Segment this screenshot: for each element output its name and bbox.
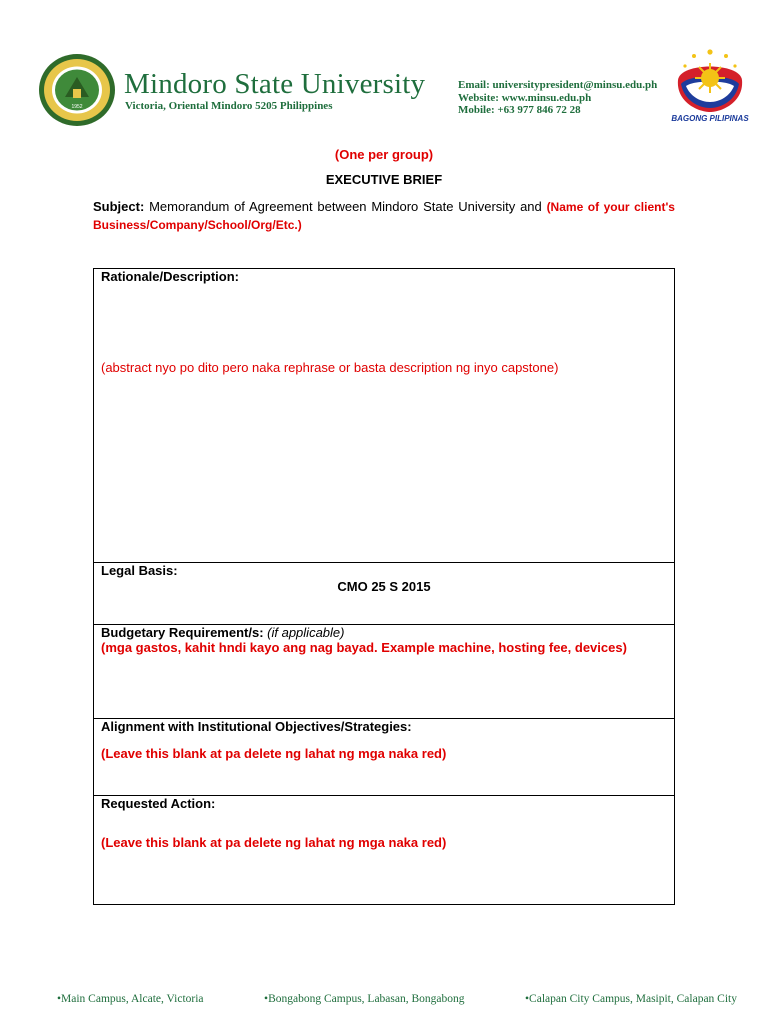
- footer-campus-calapan: •Calapan City Campus, Masipit, Calapan City: [525, 993, 737, 1005]
- requested-action-row: [94, 796, 675, 905]
- contact-mobile: Mobile: +63 977 846 72 28: [458, 104, 581, 116]
- bagong-pilipinas-label: BAGONG PILIPINAS: [671, 114, 749, 123]
- university-address: Victoria, Oriental Mindoro 5205 Philippines: [125, 100, 333, 112]
- budget-row: [94, 625, 675, 719]
- university-seal-logo: [38, 53, 116, 127]
- subject-line: [93, 198, 675, 234]
- alignment-cell: [94, 719, 675, 796]
- requested-action-text: (Leave this blank at pa delete ng lahat ng mga naka red): [101, 835, 447, 850]
- contact-website: Website: www.minsu.edu.ph: [458, 91, 592, 104]
- rationale-label: Rationale/Description:: [101, 269, 239, 284]
- requested-action-cell: [94, 796, 675, 905]
- alignment-text: (Leave this blank at pa delete ng lahat ng mga naka red): [101, 746, 447, 761]
- bagong-pilipinas-logo: [672, 44, 748, 114]
- alignment-label: Alignment with Institutional Objectives/Strategies:: [101, 719, 412, 734]
- footer-campus-main: •Main Campus, Alcate, Victoria: [57, 993, 204, 1005]
- subject-placeholder: (Name of your client's Business/Company/School/Org/Etc.): [93, 200, 675, 232]
- budget-label: Budgetary Requirement/s:: [101, 625, 264, 640]
- legal-basis-row: [94, 563, 675, 625]
- contact-email: Email: universitypresident@minsu.edu.ph: [458, 79, 658, 91]
- rationale-row: [94, 269, 675, 563]
- legal-basis-value: CMO 25 S 2015: [337, 579, 431, 594]
- budget-text: (mga gastos, kahit hndi kayo ang nag bayad. Example machine, hosting fee, devices): [101, 640, 627, 655]
- alignment-row: [94, 719, 675, 796]
- budget-note: (if applicable): [263, 625, 345, 640]
- subject-label: Subject:: [93, 199, 145, 214]
- footer-campus-bongabong: •Bongabong Campus, Labasan, Bongabong: [264, 993, 465, 1005]
- campus-footer: [57, 993, 737, 1005]
- rationale-cell: [94, 269, 675, 563]
- contact-info: [458, 79, 657, 117]
- one-per-group-note: (One per group): [334, 147, 434, 162]
- executive-brief-table: [93, 268, 675, 905]
- document-heading: EXECUTIVE BRIEF: [325, 172, 443, 187]
- subject-text: Memorandum of Agreement between Mindoro State University and: [144, 199, 547, 214]
- university-name: Mindoro State University: [124, 68, 426, 100]
- seal-year: 1952: [71, 104, 83, 110]
- legal-basis-label: Legal Basis:: [101, 563, 178, 578]
- rationale-text: (abstract nyo po dito pero naka rephrase or basta description ng inyo capstone): [101, 360, 559, 375]
- requested-action-label: Requested Action:: [101, 796, 216, 811]
- budget-cell: [94, 625, 675, 719]
- legal-basis-cell: [94, 563, 675, 625]
